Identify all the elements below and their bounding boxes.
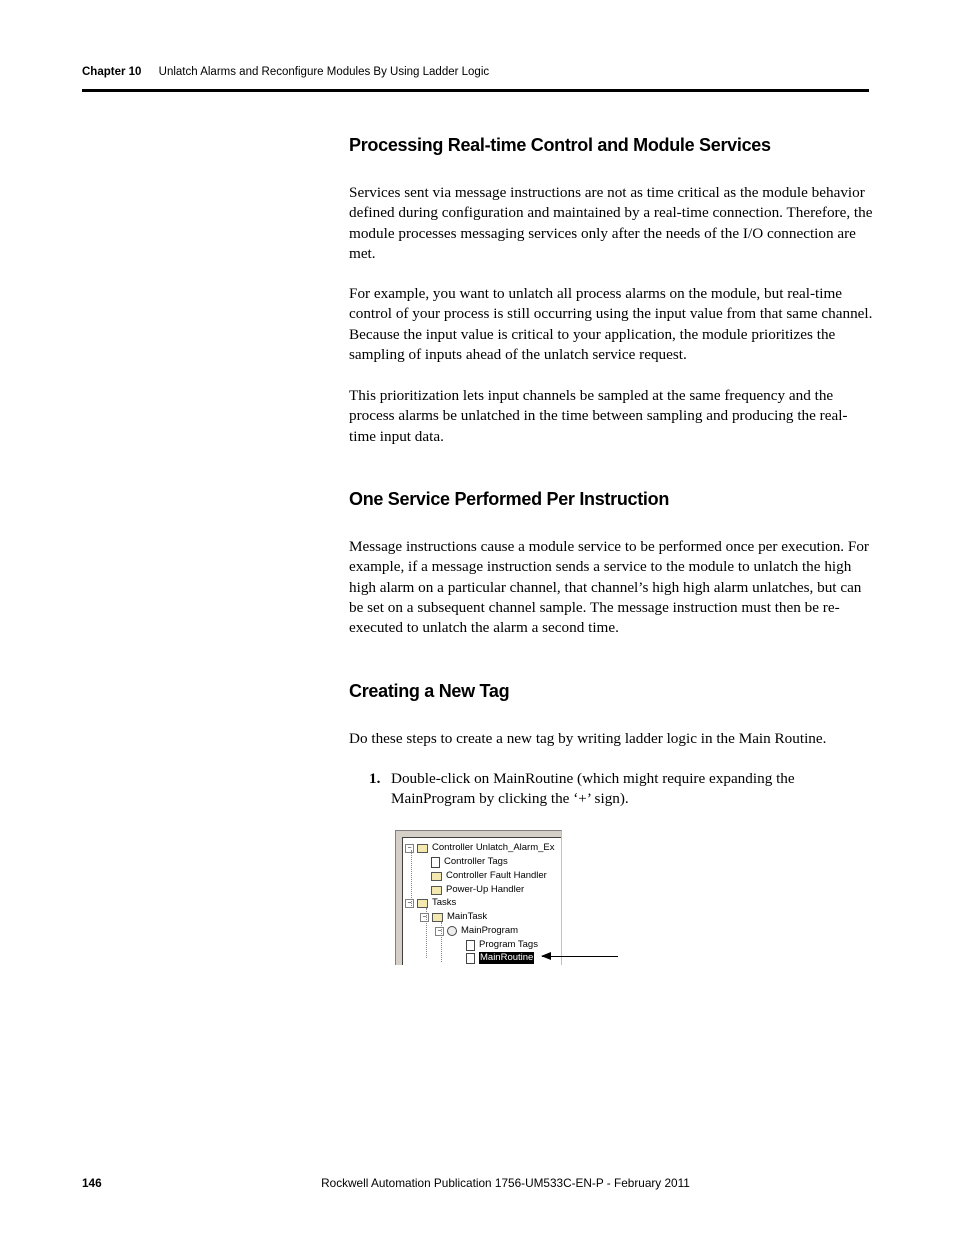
- tree-item-label: Program Tags: [479, 939, 538, 950]
- collapse-icon[interactable]: −: [405, 844, 414, 853]
- paragraph: Services sent via message instructions are not as time critical as the module behavior defined during configuration and maintained by a real-time connection. Therefore, the module processes messaging services only after the needs of the I/O connection are met.: [349, 184, 873, 262]
- tree-item-label: Controller Fault Handler: [446, 870, 547, 881]
- tree-item-tasks[interactable]: [405, 897, 456, 909]
- controller-organizer-screenshot: [395, 830, 562, 965]
- tree-item-main-program[interactable]: [435, 925, 518, 937]
- tree-view: [402, 837, 562, 965]
- tree-item-label: MainTask: [447, 911, 488, 922]
- step-text: Double-click on MainRoutine (which might require expanding the MainProgram by clicking the ‘+’ sign).: [391, 770, 795, 808]
- tree-item-controller[interactable]: [405, 842, 555, 854]
- paragraph: This prioritization lets input channels be sampled at the same frequency and the process alarms be unlatched in the time between sampling and producing the real-time input data.: [349, 387, 848, 445]
- paragraph: For example, you want to unlatch all process alarms on the module, but real-time control of your process is still occurring using the input value from that same channel. Because the input value is critical to your application, the module prioritizes the sampling of inputs ahead of the unlatch service request.: [349, 285, 873, 363]
- section-heading-creating-tag: Creating a New Tag: [349, 681, 510, 701]
- chapter-label: Chapter 10: [82, 66, 142, 78]
- tags-icon: [431, 857, 440, 868]
- folder-icon: [417, 899, 428, 908]
- tree-item-label: Controller Unlatch_Alarm_Ex: [432, 842, 555, 853]
- section-heading-processing: Processing Real-time Control and Module Services: [349, 135, 771, 155]
- tree-item-controller-tags[interactable]: [431, 856, 508, 868]
- tree-item-label: Controller Tags: [444, 856, 508, 867]
- publication-info: Rockwell Automation Publication 1756-UM533C-EN-P - February 2011: [321, 1176, 690, 1190]
- tree-item-main-task[interactable]: [420, 911, 487, 923]
- folder-icon: [431, 872, 442, 881]
- tree-item-power-up-handler[interactable]: [431, 884, 524, 896]
- callout-arrow-line: [542, 956, 618, 957]
- routine-icon: [466, 953, 475, 964]
- step-number: 1.: [369, 770, 381, 787]
- tree-item-label-selected: MainRoutine: [480, 952, 534, 963]
- program-icon: [447, 926, 457, 936]
- tree-item-fault-handler[interactable]: [431, 870, 547, 882]
- tree-item-label: Tasks: [432, 897, 457, 908]
- header-rule: [82, 89, 869, 92]
- paragraph: Do these steps to create a new tag by writing ladder logic in the Main Routine.: [349, 730, 827, 747]
- paragraph: Message instructions cause a module service to be performed once per execution. For example, if a message instruction sends a service to the module to unlatch the high high alarm on a particular channel, that channel’s high high alarm unlatches, but can be set on a subsequent channel sample. The message instruction must then be re-executed to unlatch the alarm a second time.: [349, 538, 869, 637]
- collapse-icon[interactable]: −: [420, 913, 429, 922]
- tree-item-main-routine[interactable]: [466, 952, 534, 964]
- tree-item-label: Power-Up Handler: [446, 884, 525, 895]
- section-heading-one-service: One Service Performed Per Instruction: [349, 489, 670, 509]
- task-icon: [432, 913, 443, 922]
- chapter-title: Unlatch Alarms and Reconfigure Modules By Using Ladder Logic: [158, 66, 490, 78]
- page-number: 146: [82, 1176, 102, 1190]
- tree-item-program-tags[interactable]: [466, 939, 538, 951]
- folder-icon: [431, 886, 442, 895]
- tags-icon: [466, 940, 475, 951]
- tree-item-label: MainProgram: [461, 925, 519, 936]
- folder-icon: [417, 844, 428, 853]
- callout-arrow-head: [541, 952, 551, 960]
- running-header: [82, 66, 868, 78]
- collapse-icon[interactable]: −: [435, 927, 444, 936]
- collapse-icon[interactable]: −: [405, 899, 414, 908]
